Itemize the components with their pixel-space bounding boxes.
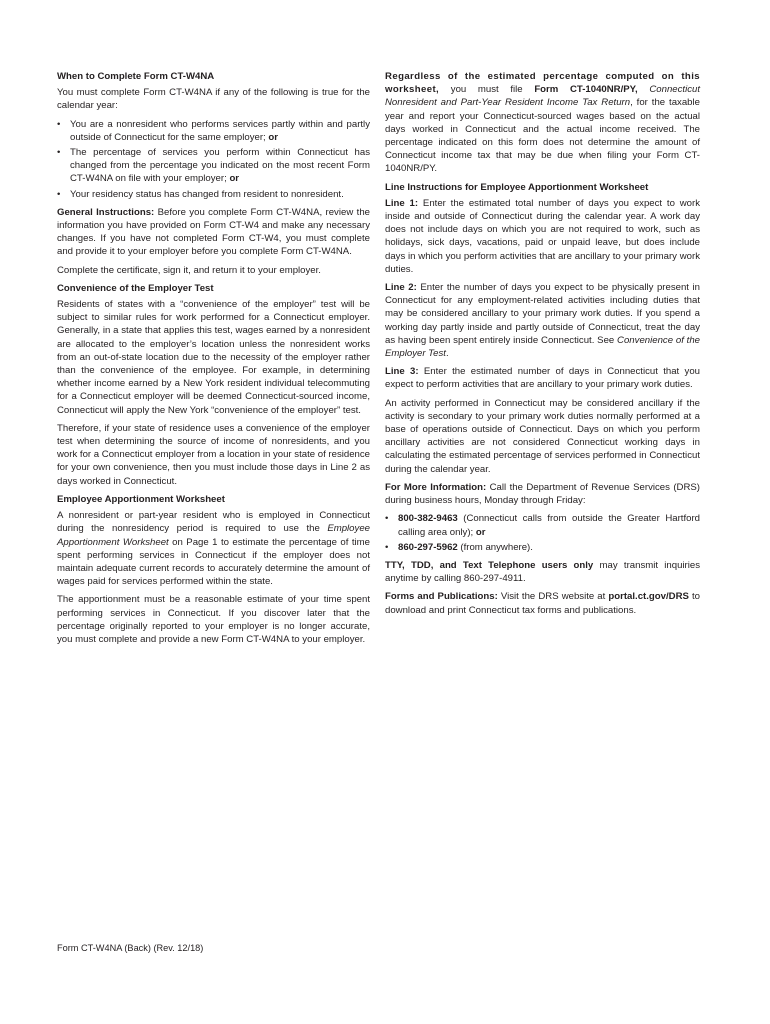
more-information: For More Information: Call the Department of Revenue Services (DRS) during business hours, Monday through Friday:: [385, 481, 700, 507]
regardless-paragraph: Regardless of the estimated percentage computed on this worksheet, you must file Form CT-1040NR/PY, Connecticut Nonresident and Part-Year Resident Income Tax Return, for the taxable year and report your Connecticut-sourced wages based on the actual days worked in Connecticut and the actual income received. The percentage indicated on this form does not determine the amount of Connecticut income tax that may be due when filing your Form CT-1040NR/PY.: [385, 71, 701, 175]
bullet-icon: •: [385, 513, 389, 525]
apportionment-paragraph-1: A nonresident or part-year resident who is employed in Connecticut during the nonresidency period is required to use the Employee Apportionment Worksheet on Page 1 to estimate the percentage of time spent performing services in Connecticut if the employer does not maintain adequate current records to accurately determine the amount of wages paid for services performed within the state.: [57, 510, 370, 588]
convenience-heading: Convenience of the Employer Test: [57, 282, 214, 294]
tty-paragraph: TTY, TDD, and Text Telephone users only may transmit inquiries anytime by calling 860-297-4911.: [385, 559, 701, 585]
bullet-icon: •: [385, 541, 389, 553]
list-item: • Your residency status has changed from resident to nonresident.: [57, 188, 344, 200]
list-item: • 800-382-9463 (Connecticut calls from outside the Greater Hartford calling area only); or: [385, 513, 700, 538]
when-list: [57, 118, 370, 201]
list-item: • You are a nonresident who performs services partly within and partly outside of Connecticut for the same employer; or: [57, 118, 370, 143]
forms-paragraph: Forms and Publications: Visit the DRS website at portal.ct.gov/DRS to download and print Connecticut tax forms and publications.: [385, 591, 700, 616]
convenience-paragraph-1: Residents of states with a “convenience of the employer” test will be subject to similar rules for work performed for a Connecticut employer. Generally, in a state that applies this test, wages earned by a nonresident are allocated to the employer’s location unless the nonresident works from an out-of-state location due to the necessity of the employer rather than the convenience of the employee. For example, in determining whether income earned by a New York resident individual telecommuting for a Connecticut employer will be deemed Connecticut-sourced income, Connecticut will apply the New York “convenience of the employer” test.: [57, 299, 370, 416]
when-heading: When to Complete Form CT-W4NA: [57, 71, 215, 82]
bullet-icon: •: [57, 188, 61, 200]
line-1-instruction: Line 1: Enter the estimated total number of days you expect to work inside and outside of Connecticut during the calendar year. A work day does not include days on which you are not required to work, such as holidays, sick days, vacations, paid or unpaid leave, but does include days in which you perform activities that are ancillary to your primary work duties.: [385, 197, 700, 275]
when-intro: You must complete Form CT-W4NA if any of the following is true for the calendar year:: [57, 87, 370, 112]
general-instructions: General Instructions: Before you complete Form CT-W4NA, review the information you have provided on Form CT-W4 and make any necessary changes. If you have not completed Form CT-W4, you must complete and provide it to your employer before you complete Form CT-W4NA.: [57, 206, 370, 258]
line-2-instruction: Line 2: Enter the number of days you expect to be physically present in Connecticut for any employment-related activities including duties that may be considered ancillary to your primary work duties. If you spend a working day partly inside and partly outside of Connecticut, treat the day as having been spent entirely inside Connecticut. See Convenience of the Employer Test.: [385, 282, 700, 360]
phone-number[interactable]: 800-382-9463: [398, 513, 458, 525]
right-column: [385, 70, 700, 622]
complete-certificate: Complete the certificate, sign it, and return it to your employer.: [57, 264, 321, 276]
list-item: • 860-297-5962 (from anywhere).: [385, 541, 533, 553]
bullet-icon: •: [57, 147, 61, 159]
ancillary-paragraph: An activity performed in Connecticut may be considered ancillary if the activity is secondary to your primary work duties normally performed at a base of operations outside of Connecticut. Days on which you perform ancillary activities are not considered Connecticut working days in calculating the estimated percentage of services performed in Connecticut during the calendar year.: [385, 397, 700, 475]
left-column: [57, 70, 370, 651]
list-item: • The percentage of services you perform within Connecticut has changed from the percentage you indicated on the most recent Form CT-W4NA on file with your employer; or: [57, 147, 370, 185]
line-3-instruction: Line 3: Enter the estimated number of days in Connecticut that you expect to perform activities that are ancillary to your primary work duties.: [385, 366, 700, 391]
phone-list: [385, 512, 700, 554]
convenience-paragraph-2: Therefore, if your state of residence uses a convenience of the employer test when determining the source of income of nonresidents, and you work for a Connecticut employer from a location in your state of residence for your own convenience, then you must include those days in Line 2 as days worked in Connecticut.: [57, 422, 371, 487]
apportionment-heading: Employee Apportionment Worksheet: [57, 493, 225, 505]
apportionment-paragraph-2: The apportionment must be a reasonable estimate of your time spent performing services in Connecticut. If you discover later that the percentage originally reported to your employer is no longer accurate, you must complete and provide a new Form CT-W4NA to your employer.: [57, 594, 370, 645]
bullet-icon: •: [57, 118, 61, 130]
line-instructions-heading: Line Instructions for Employee Apportionment Worksheet: [385, 181, 649, 193]
drs-website-link[interactable]: portal.ct.gov/DRS: [608, 591, 689, 603]
form-footer: Form CT-W4NA (Back) (Rev. 12/18): [57, 943, 204, 953]
phone-number[interactable]: 860-297-5962: [398, 541, 458, 553]
